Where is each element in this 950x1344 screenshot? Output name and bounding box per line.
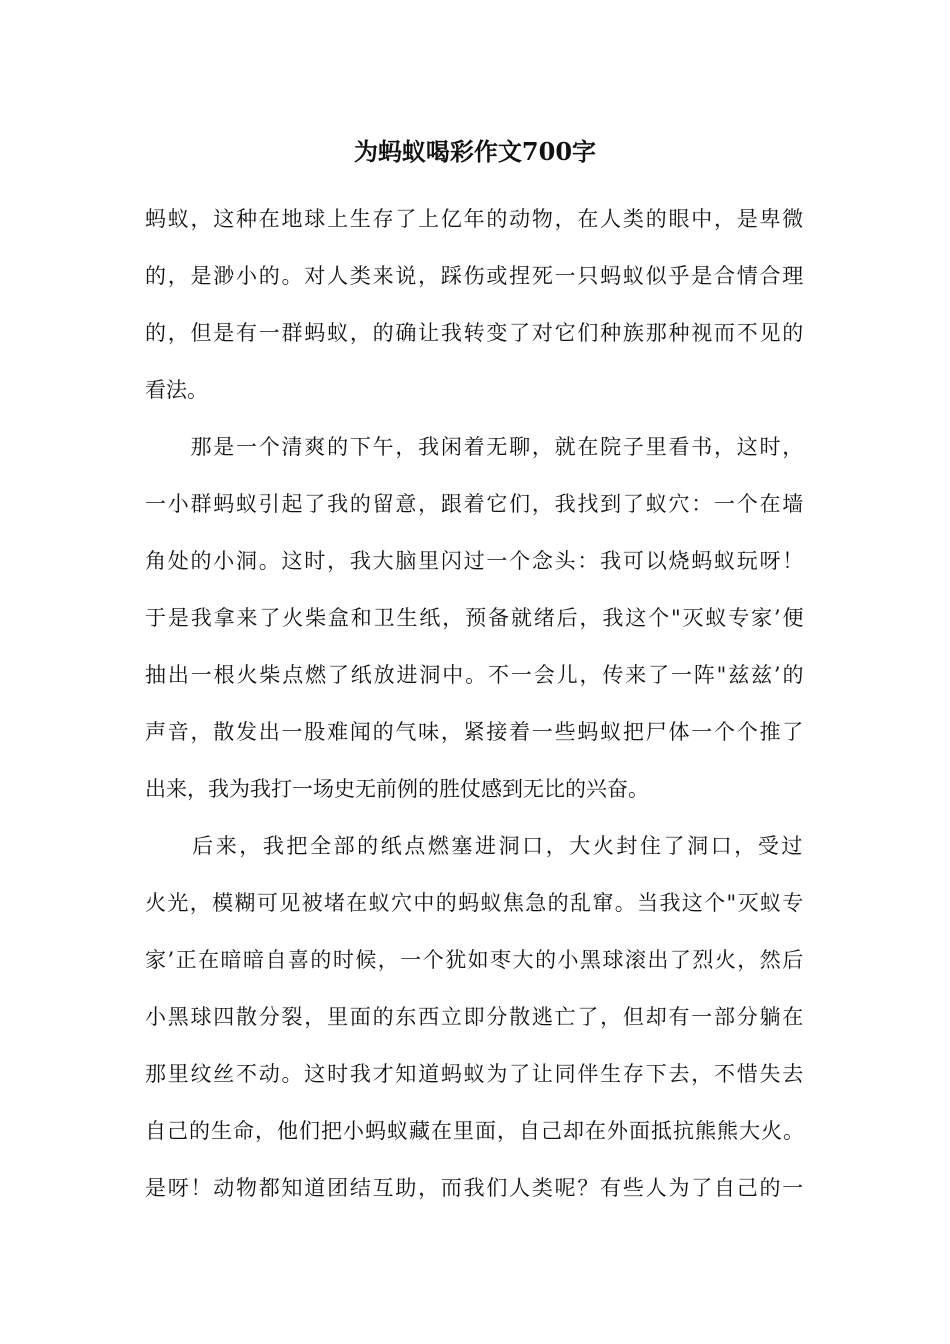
body-line: 家’正在暗暗自喜的时候，一个犹如枣大的小黑球滚出了烈火，然后 bbox=[145, 948, 805, 972]
body-line: 火光，模糊可见被堵在蚁穴中的蚂蚁焦急的乱窜。当我这个"灭蚁专 bbox=[145, 891, 805, 915]
body-line: 的，但是有一群蚂蚁，的确让我转变了对它们种族那种视而不见的 bbox=[145, 321, 806, 345]
body-line: 声音，散发出一股难闻的气味，紧接着一些蚂蚁把尸体一个个推了 bbox=[145, 720, 806, 744]
body-line: 于是我拿来了火柴盒和卫生纸，预备就绪后，我这个"灭蚁专家’便 bbox=[145, 606, 806, 630]
body-line: 抽出一根火柴点燃了纸放进洞中。不一会儿，传来了一阵"兹兹’的 bbox=[145, 663, 806, 687]
body-line: 角处的小洞。这时，我大脑里闪过一个念头：我可以烧蚂蚁玩呀！ bbox=[145, 549, 806, 573]
body-line: 出来，我为我打一场史无前例的胜仗感到无比的兴奋。 bbox=[145, 777, 649, 801]
body-line: 后来，我把全部的纸点燃塞进洞口，大火封住了洞口，受过 bbox=[145, 834, 805, 858]
body-line: 一小群蚂蚁引起了我的留意，跟着它们，我找到了蚁穴：一个在墙 bbox=[145, 492, 806, 516]
body-line: 自己的生命，他们把小蚂蚁藏在里面，自己却在外面抵抗熊熊大火。 bbox=[145, 1119, 805, 1143]
body-line: 那是一个清爽的下午，我闲着无聊，就在院子里看书，这时， bbox=[145, 435, 806, 459]
body-line: 蚂蚁，这种在地球上生存了上亿年的动物，在人类的眼中，是卑微 bbox=[145, 207, 806, 231]
document-title: 为蚂蚁喝彩作文700字 bbox=[353, 137, 597, 166]
body-line: 的，是渺小的。对人类来说，踩伤或捏死一只蚂蚁似乎是合情合理 bbox=[145, 264, 806, 288]
body-line: 是呀！动物都知道团结互助，而我们人类呢？有些人为了自己的一 bbox=[145, 1176, 806, 1200]
body-line: 那里纹丝不动。这时我才知道蚂蚁为了让同伴生存下去，不惜失去 bbox=[145, 1062, 806, 1086]
body-line: 看法。 bbox=[145, 378, 208, 402]
body-line: 小黑球四散分裂，里面的东西立即分散逃亡了，但却有一部分躺在 bbox=[145, 1005, 806, 1029]
